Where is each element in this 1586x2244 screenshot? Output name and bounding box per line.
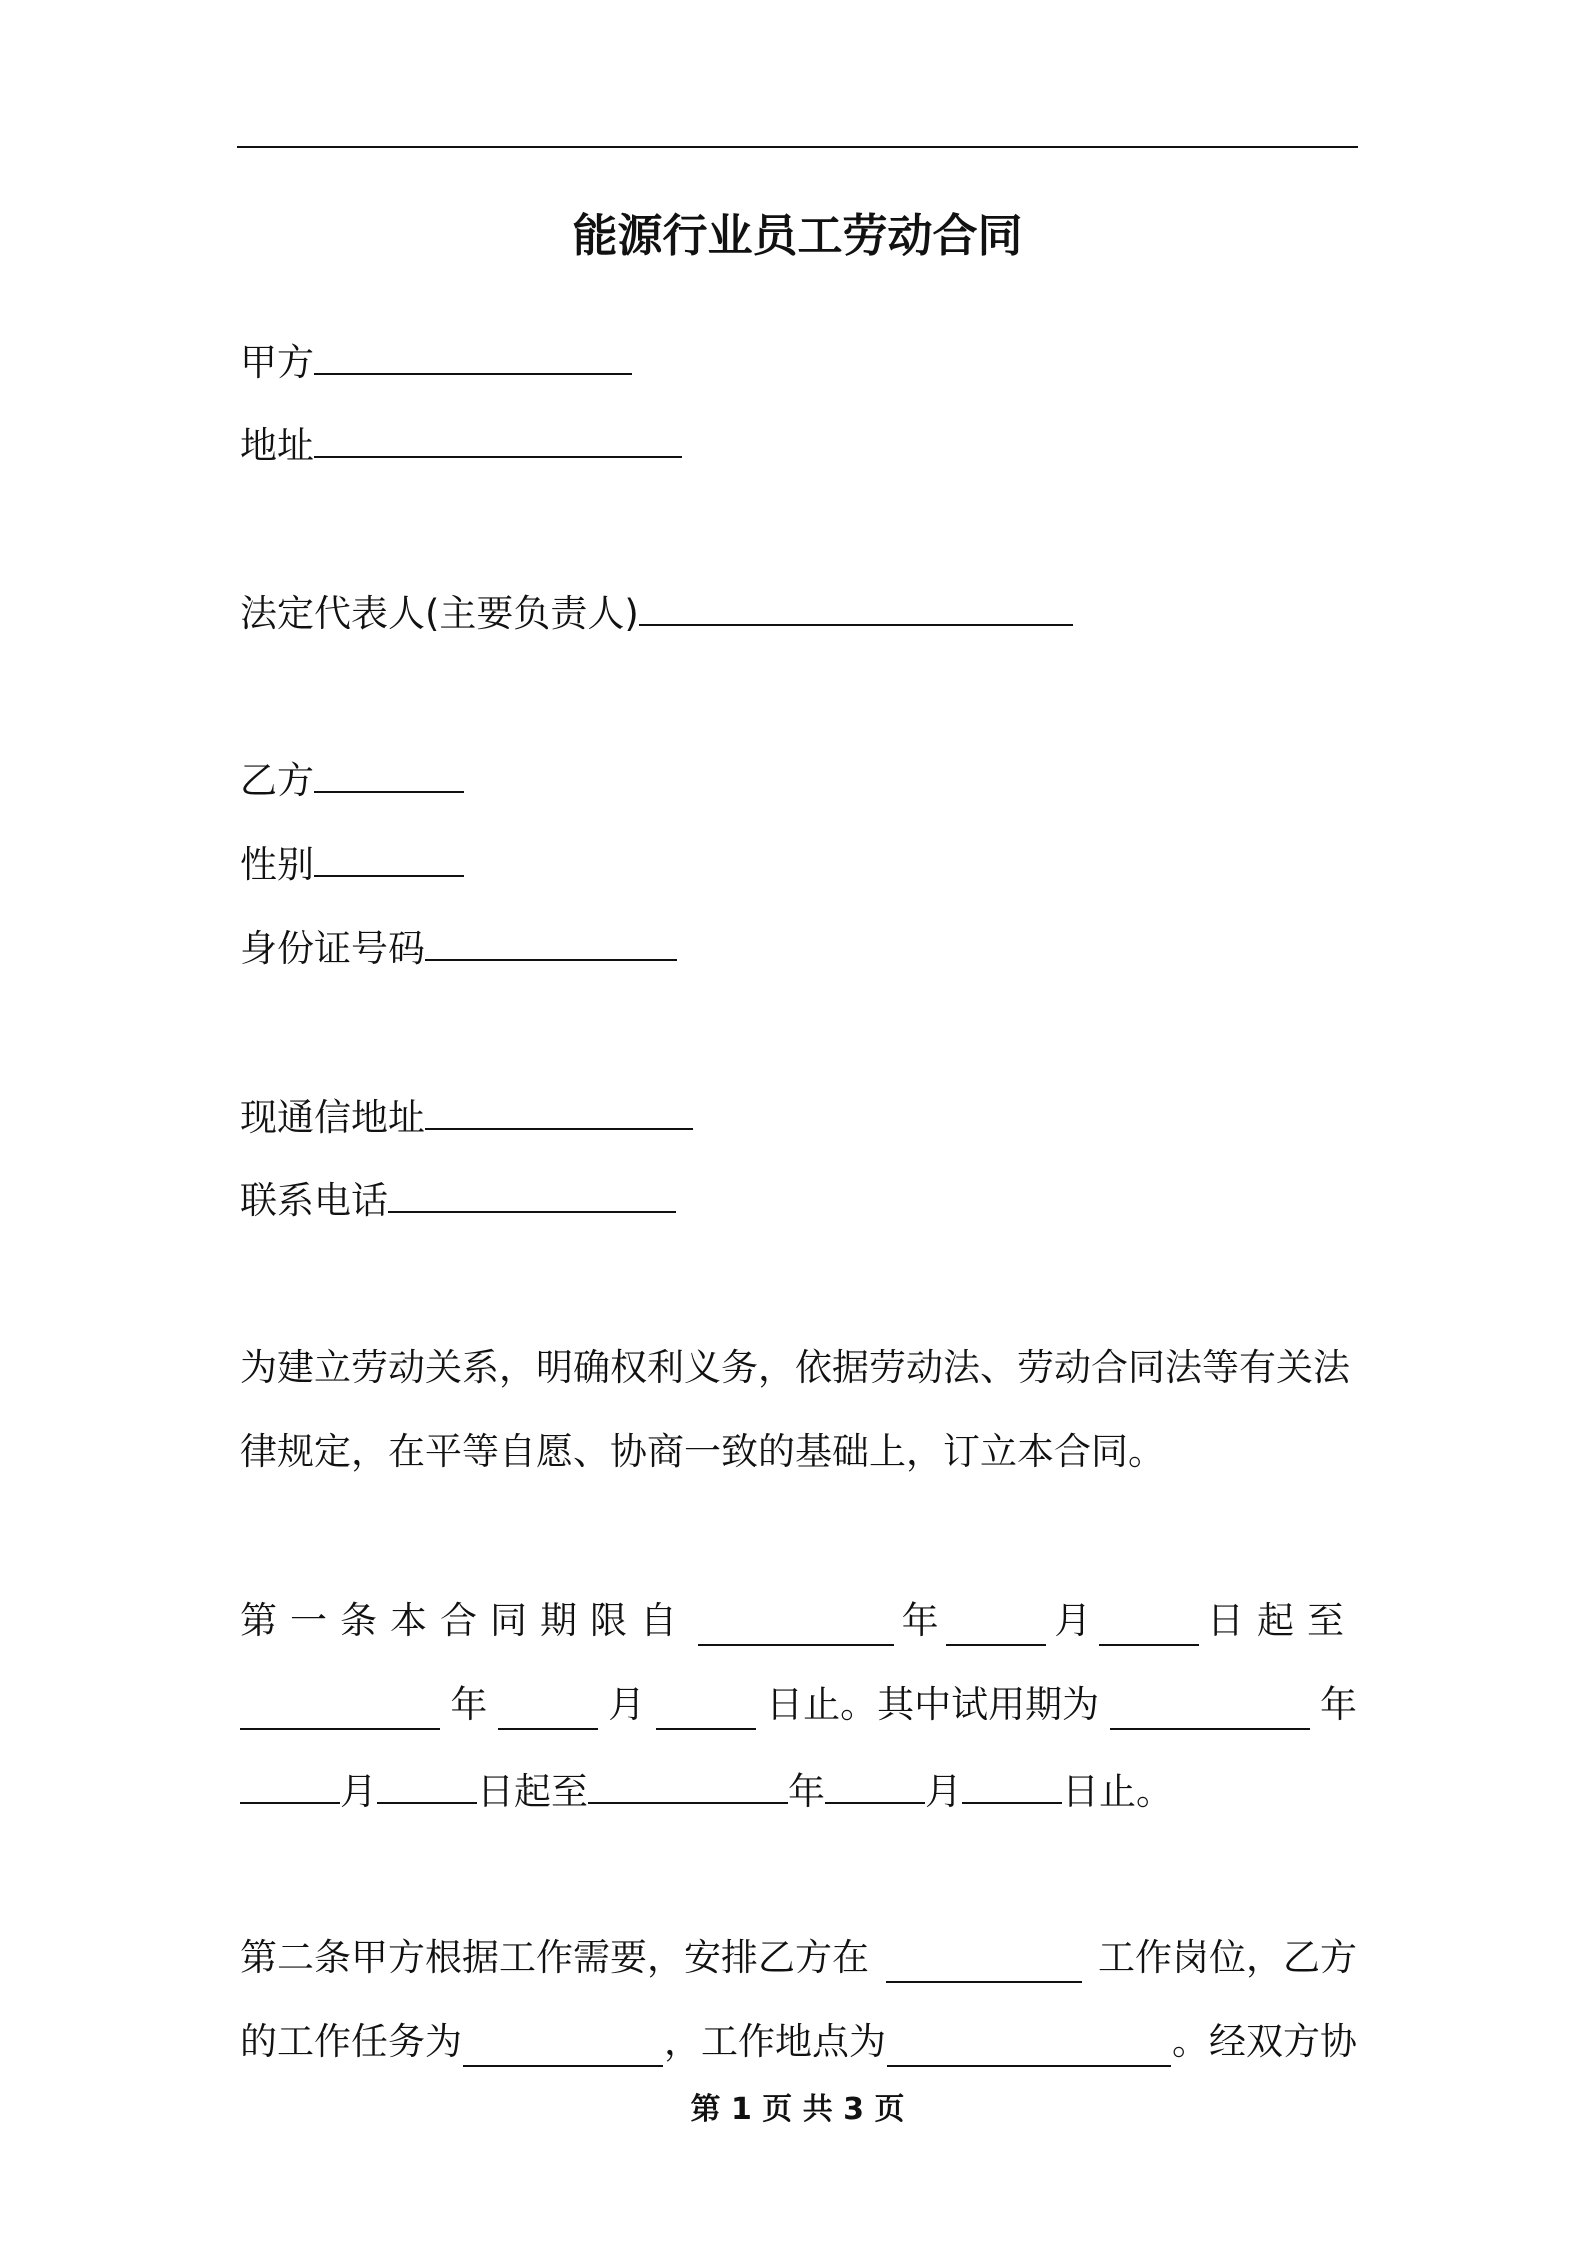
location-label: ，工作地点为 (664, 2020, 886, 2063)
field-party-b (240, 753, 464, 806)
article1-line-2 (240, 1680, 1357, 1730)
blank-line[interactable] (425, 921, 677, 961)
blank-line[interactable] (425, 1090, 693, 1130)
blank-line[interactable] (314, 753, 464, 793)
field-id-number (240, 921, 677, 974)
year-label: 年 (788, 1770, 825, 1813)
blank-line[interactable] (314, 335, 632, 375)
field-party-a (240, 335, 632, 388)
field-label: 法定代表人(主要负责人) (240, 592, 639, 635)
blank-line[interactable] (377, 1764, 477, 1804)
blank-line[interactable] (698, 1606, 894, 1646)
field-label: 甲方 (240, 341, 314, 384)
field-gender (240, 837, 464, 890)
blank-line[interactable] (314, 418, 682, 458)
field-label: 身份证号码 (240, 927, 425, 970)
day-from-label: 日起至 (477, 1770, 588, 1813)
article2-lead: 第二条甲方根据工作需要，安排乙方在 (240, 1936, 869, 1979)
blank-line[interactable] (314, 837, 464, 877)
blank-line[interactable] (463, 2027, 663, 2067)
field-legal-rep (240, 586, 1073, 639)
blank-line[interactable] (1099, 1606, 1199, 1646)
month-label: 月 (340, 1770, 377, 1813)
month-label: 月 (608, 1683, 646, 1726)
page-footer: 第 1 页 共 3 页 (690, 2092, 905, 2127)
end-label: 日止。 (1062, 1770, 1173, 1813)
preamble-line-2: 律规定，在平等自愿、协商一致的基础上，订立本合同。 (240, 1430, 1165, 1473)
blank-line[interactable] (656, 1690, 756, 1730)
blank-line[interactable] (588, 1764, 788, 1804)
month-label: 月 (925, 1770, 962, 1813)
article1-line-1 (240, 1596, 1357, 1646)
blank-line[interactable] (240, 1690, 440, 1730)
field-address (240, 418, 682, 471)
article2-line-1 (240, 1933, 1357, 1983)
blank-line[interactable] (887, 2027, 1171, 2067)
blank-line[interactable] (886, 1943, 1082, 1983)
month-label: 月 (1054, 1599, 1092, 1642)
blank-line[interactable] (946, 1606, 1046, 1646)
blank-line[interactable] (388, 1173, 676, 1213)
article2-line-2 (240, 2017, 1357, 2067)
day-from-label: 日起至 (1206, 1599, 1357, 1642)
article1-lead: 第一条本合同期限自 (240, 1599, 690, 1642)
blank-line[interactable] (825, 1764, 925, 1804)
blank-line[interactable] (498, 1690, 598, 1730)
blank-line[interactable] (1110, 1690, 1310, 1730)
field-label: 地址 (240, 424, 314, 467)
field-label: 联系电话 (240, 1179, 388, 1222)
document-title: 能源行业员工劳动合同 (572, 209, 1023, 262)
field-label: 乙方 (240, 759, 314, 802)
field-label: 现通信地址 (240, 1096, 425, 1139)
year-label: 年 (450, 1683, 488, 1726)
header-rule (237, 146, 1358, 148)
article1-line-3 (240, 1764, 1173, 1817)
field-current-address (240, 1090, 693, 1143)
blank-line[interactable] (639, 586, 1073, 626)
task-label: 的工作任务为 (240, 2020, 462, 2063)
year-label: 年 (1319, 1683, 1357, 1726)
year-label: 年 (901, 1599, 939, 1642)
post-label: 工作岗位，乙方 (1098, 1936, 1357, 1979)
preamble-line-1: 为建立劳动关系，明确权利义务，依据劳动法、劳动合同法等有关法 (240, 1346, 1350, 1389)
blank-line[interactable] (240, 1764, 340, 1804)
blank-line[interactable] (962, 1764, 1062, 1804)
day-end-label: 日止。其中试用期为 (766, 1683, 1100, 1726)
tail-label: 。经双方协 (1172, 2020, 1357, 2063)
field-label: 性别 (240, 843, 314, 886)
field-phone (240, 1173, 676, 1226)
